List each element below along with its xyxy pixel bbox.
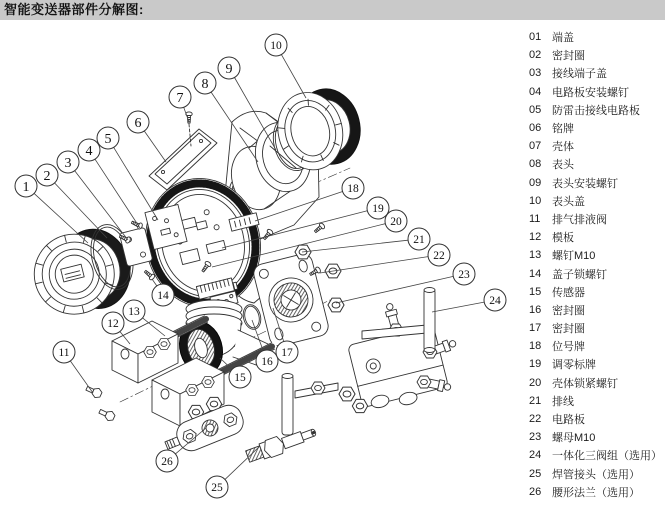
callout-leader-line [432,302,484,312]
part-label: 表头 [552,159,574,172]
part-number: 15 [529,285,542,298]
callout-number: 9 [225,61,233,77]
callout-number: 17 [281,347,293,360]
callout-number: 18 [347,183,359,196]
callout-number: 6 [134,115,142,131]
screw-icon [130,219,143,229]
part-label: 防雷击接线电路板 [552,104,640,117]
callout-number: 11 [58,347,70,360]
callout-leader-line [281,55,306,98]
part-number: 17 [529,322,542,335]
vent-plug-part [85,384,116,423]
callout-leader-line [75,171,128,240]
callout-number: 8 [201,76,209,92]
part-number: 07 [529,140,542,153]
callout-leader-line [225,446,260,479]
callout-number: 23 [458,269,470,282]
part-label: 模板 [552,232,574,245]
callout-leader-line [70,361,93,393]
part-number: 12 [529,231,542,244]
callout-leader-line [144,131,166,162]
page-title: 智能变送器部件分解图: [4,2,144,17]
part-label: 壳体锁紧螺钉 [552,377,618,390]
part-number: 10 [529,194,542,207]
part-number: 04 [529,85,542,98]
callout-number: 4 [85,143,93,159]
part-label: 电路板安装螺钉 [552,86,629,99]
sensor-oring-part [241,303,264,331]
callout-number: 26 [161,456,173,469]
part-label: 排线 [552,395,574,408]
callout-number: 1 [22,179,30,195]
callout-number: 12 [107,318,119,331]
part-number: 05 [529,103,542,116]
part-label: 一体化三阀组（选用） [552,450,662,463]
part-number: 22 [529,413,542,426]
part-label: 调零标牌 [552,359,596,372]
part-number: 02 [529,49,542,62]
callout-number: 20 [390,216,402,229]
part-label: 密封圈 [552,50,585,63]
part-number: 06 [529,122,542,135]
part-label: 密封圈 [552,304,585,317]
part-label: 端盖 [552,32,574,45]
part-label: 排气排液阀 [552,213,607,226]
pipe-joint-part [245,423,319,465]
part-label: 电路板 [552,414,585,427]
part-number: 24 [529,449,542,462]
part-number: 08 [529,158,542,171]
part-number: 23 [529,431,542,444]
part-label: 螺钉M10 [552,250,596,263]
callout-number: 15 [234,372,246,385]
part-label: 铭牌 [552,123,574,136]
part-number: 20 [529,376,542,389]
callout-number: 22 [433,250,445,263]
callout-leader-line [55,183,107,238]
callout-leader-line [152,279,157,286]
part-number: 19 [529,358,542,371]
part-label: 密封圈 [552,323,585,336]
callout-number: 24 [489,295,501,308]
part-number: 18 [529,340,542,353]
callout-leader-line [95,159,140,228]
part-number: 03 [529,67,542,80]
callout-leader-line [336,276,453,303]
callout-leader-line [34,193,88,243]
callout-number: 19 [372,203,384,216]
part-label: 传感器 [552,286,585,299]
part-number: 25 [529,467,542,480]
callout-number: 10 [270,40,282,53]
callout-number: 25 [211,482,223,495]
callout-leader-line [302,240,408,252]
part-label: 位号牌 [552,341,585,354]
adapter-flange-part [252,252,331,348]
part-number: 13 [529,249,542,262]
callout-number: 7 [176,90,184,106]
part-label: 盖子锁螺钉 [552,268,607,281]
callout-number: 2 [43,168,51,184]
callout-number: 14 [157,290,169,303]
part-label: 焊管接头（选用） [552,468,640,481]
callout-number: 3 [64,155,72,171]
part-label: 壳体 [552,141,574,154]
part-number: 14 [529,267,542,280]
callout-number: 21 [413,234,425,247]
part-number: 01 [529,31,542,44]
callout-leader-line [114,147,158,220]
part-label: 螺母M10 [552,432,596,445]
part-label: 表头安装螺钉 [552,177,618,190]
part-number: 09 [529,176,542,189]
part-number: 16 [529,303,542,316]
part-number: 11 [529,212,541,225]
part-label: 腰形法兰（选用） [552,486,640,499]
part-label: 接线端子盖 [552,68,607,81]
callout-number: 13 [128,306,140,319]
part-label: 表头盖 [552,195,585,208]
callout-number: 16 [261,356,273,369]
callout-number: 5 [104,131,112,147]
part-number: 21 [529,394,542,407]
part-number: 26 [529,485,542,498]
